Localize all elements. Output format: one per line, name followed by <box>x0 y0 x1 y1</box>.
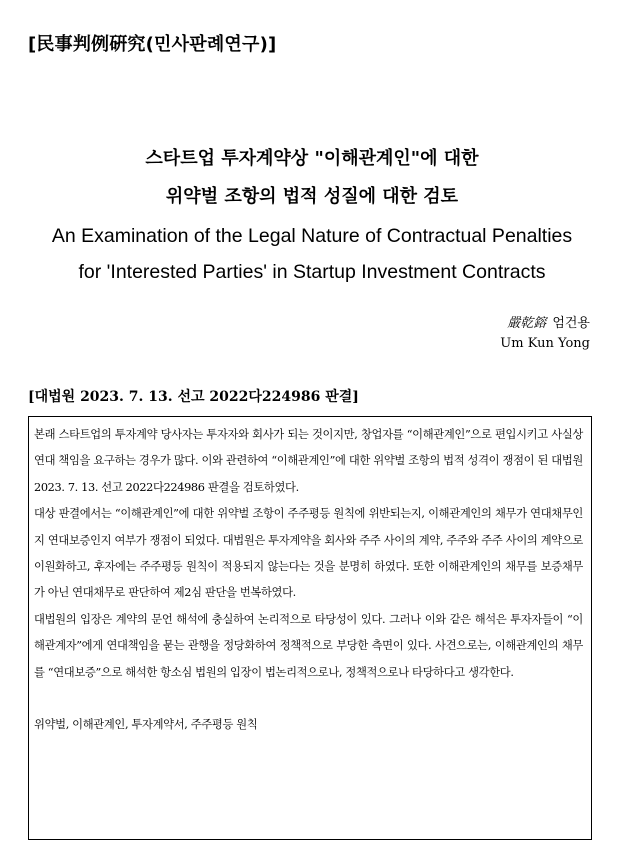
title-english-line-2: for 'Interested Parties' in Startup Investment Contracts <box>78 261 546 283</box>
abstract-paragraph-3: 대법원의 입장은 계약의 문언 해석에 충실하여 논리적으로 타당성이 있다. 그러나 이와 같은 해석은 투자자들이 “이해관계자”에게 연대책임을 묻는 관행을 정당화하여 정책적으로 부당한 측면이 있다. 사견으로는, 이해관계인의 채무를 “연대보증”으로 해석한 항소심 법원의 입장이 법논리적으로나, 정책적으로나 타당하다고 생각한다. <box>34 612 583 679</box>
paper-title <box>0 140 624 290</box>
author-name-roman: Um Kun Yong <box>500 336 590 351</box>
author-name-hanja: 嚴乾鎔 <box>507 316 547 331</box>
author-name-korean: 엄건용 <box>552 316 590 331</box>
author-name <box>507 312 590 331</box>
abstract-paragraph-2: 대상 판결에서는 “이해관계인”에 대한 위약벌 조항이 주주평등 원칙에 위반되는지, 이해관계인의 채무가 연대채무인지 연대보증인지 여부가 쟁점이 되었다. 대법원은 투자계약을 회사와 주주 사이의 계약, 주주와 주주 사이의 계약으로 이원화하고, 후자에는 주주평등 원칙이 적용되지 않는다는 것을 분명히 하였다. 또한 이해관계인의 채무를 보증채무가 아닌 연대채무로 판단하여 제2심 판단을 번복하였다. <box>34 507 583 600</box>
title-korean-line-2: 위약벌 조항의 법적 성질에 대한 검토 <box>165 186 459 207</box>
journal-series-tag: [民事判例硏究(민사판례연구)] <box>28 34 277 55</box>
abstract-keywords: 위약벌, 이해관계인, 투자계약서, 주주평등 원칙 <box>34 718 258 732</box>
abstract-paragraph-1: 본래 스타트업의 투자계약 당사자는 투자자와 회사가 되는 것이지만, 창업자를 “이해관계인”으로 편입시키고 사실상 연대 책임을 요구하는 경우가 많다. 이와 관련하여 “이해관계인”에 대한 위약벌 조항의 법적 성격이 쟁점이 된 대법원 2023. 7. 13. 선고 2022다224986 판결을 검토하였다. <box>34 428 583 494</box>
case-citation-heading: [대법원 2023. 7. 13. 선고 2022다224986 판결] <box>28 389 359 405</box>
title-english-line-1: An Examination of the Legal Nature of Contractual Penalties <box>51 225 573 247</box>
title-korean-line-1: 스타트업 투자계약상 "이해관계인"에 대한 <box>145 148 479 169</box>
abstract-box <box>28 416 592 840</box>
